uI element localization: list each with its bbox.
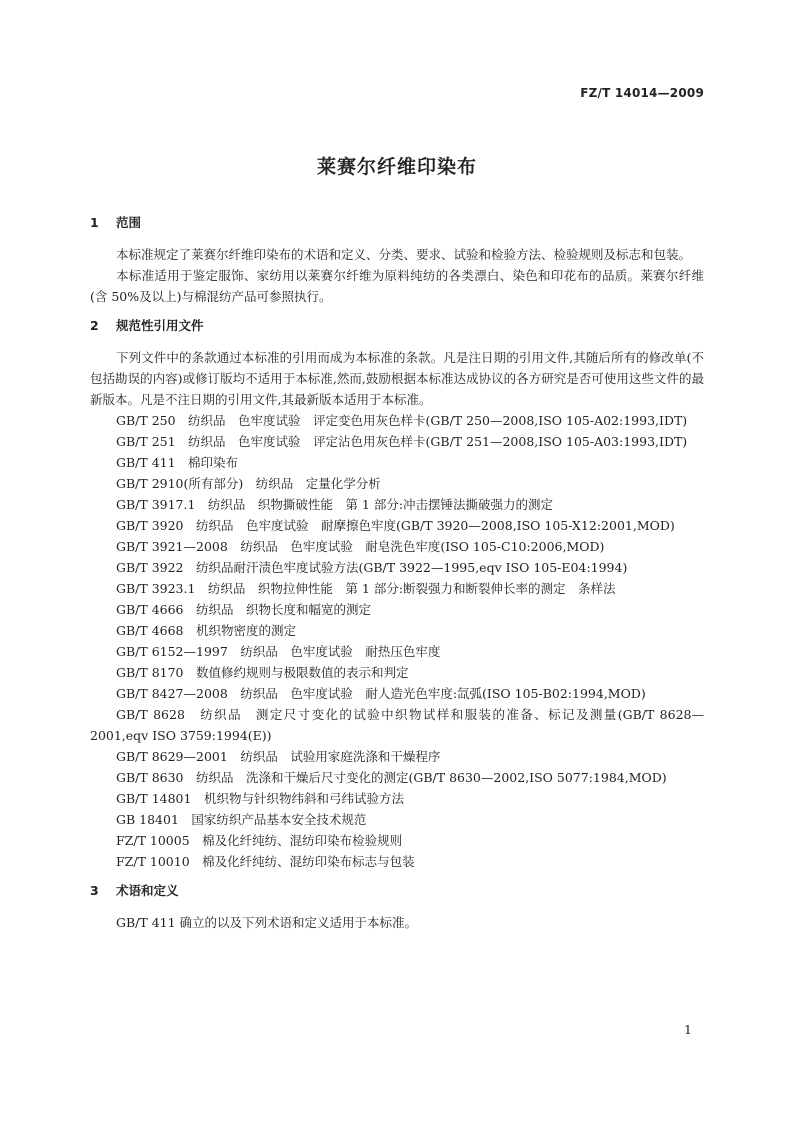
reference-item: GB 18401 国家纺织产品基本安全技术规范 — [116, 812, 367, 827]
paragraph: 下列文件中的条款通过本标准的引用而成为本标准的条款。凡是注日期的引用文件,其随后所有的修改单(不包括勘误的内容)或修订版均不适用于本标准,然而,鼓励根据本标准达成协议的各方研究是否可使用这些文件的最新版本。凡是不注日期的引用文件,其最新版本适用于本标准。 — [90, 350, 704, 407]
reference-item: GB/T 3922 纺织品耐汗渍色牢度试验方法(GB/T 3922—1995,eqv ISO 105-E04:1994) — [116, 560, 628, 575]
page-number: 1 — [684, 1022, 692, 1037]
section-1-heading — [90, 214, 704, 232]
section-2-heading — [90, 317, 704, 335]
section-3-heading — [90, 882, 704, 900]
section-title: 规范性引用文件 — [116, 318, 204, 333]
reference-item: GB/T 4668 机织物密度的测定 — [116, 623, 297, 638]
paragraph: GB/T 411 确立的以及下列术语和定义适用于本标准。 — [116, 915, 418, 930]
reference-item: GB/T 8629—2001 纺织品 试验用家庭洗涤和干燥程序 — [116, 749, 441, 764]
reference-item: GB/T 8630 纺织品 洗涤和干燥后尺寸变化的测定(GB/T 8630—2002,ISO 5077:1984,MOD) — [116, 770, 667, 785]
reference-item: GB/T 3921—2008 纺织品 色牢度试验 耐皂洗色牢度(ISO 105-C10:2006,MOD) — [116, 539, 605, 554]
reference-item: GB/T 411 棉印染布 — [116, 455, 239, 470]
paragraph: 本标准适用于鉴定服饰、家纺用以莱赛尔纤维为原料纯纺的各类漂白、染色和印花布的品质。莱赛尔纤维(含 50%及以上)与棉混纺产品可参照执行。 — [90, 268, 704, 304]
reference-item: GB/T 2910(所有部分) 纺织品 定量化学分析 — [116, 476, 381, 491]
paragraph: 本标准规定了莱赛尔纤维印染布的术语和定义、分类、要求、试验和检验方法、检验规则及标志和包装。 — [116, 247, 692, 262]
document-title: 莱赛尔纤维印染布 — [316, 156, 477, 178]
reference-item: GB/T 251 纺织品 色牢度试验 评定沾色用灰色样卡(GB/T 251—2008,ISO 105-A03:1993,IDT) — [116, 434, 688, 449]
reference-item: FZ/T 10005 棉及化纤纯纺、混纺印染布检验规则 — [116, 833, 403, 848]
section-number: 2 — [90, 318, 99, 333]
reference-item: GB/T 8170 数值修约规则与极限数值的表示和判定 — [116, 665, 409, 680]
reference-item: GB/T 4666 纺织品 织物长度和幅宽的测定 — [116, 602, 372, 617]
reference-item: GB/T 6152—1997 纺织品 色牢度试验 耐热压色牢度 — [116, 644, 441, 659]
reference-item: GB/T 250 纺织品 色牢度试验 评定变色用灰色样卡(GB/T 250—2008,ISO 105-A02:1993,IDT) — [116, 413, 688, 428]
reference-item: GB/T 8628 纺织品 测定尺寸变化的试验中织物试样和服装的准备、标记及测量(GB/T 8628—2001,eqv ISO 3759:1994(E)) — [90, 707, 704, 743]
reference-item: GB/T 3920 纺织品 色牢度试验 耐摩擦色牢度(GB/T 3920—2008,ISO 105-X12:2001,MOD) — [116, 518, 675, 533]
document-body — [90, 214, 704, 933]
reference-item: GB/T 3923.1 纺织品 织物拉伸性能 第 1 部分:断裂强力和断裂伸长率的测定 条样法 — [116, 581, 616, 596]
section-title: 术语和定义 — [116, 883, 179, 898]
section-title: 范围 — [116, 215, 142, 230]
reference-item: GB/T 8427—2008 纺织品 色牢度试验 耐人造光色牢度:氙弧(ISO 105-B02:1994,MOD) — [116, 686, 646, 701]
reference-item: GB/T 3917.1 纺织品 织物撕破性能 第 1 部分:冲击摆锤法撕破强力的测定 — [116, 497, 554, 512]
reference-item: GB/T 14801 机织物与针织物纬斜和弓纬试验方法 — [116, 791, 404, 806]
section-number: 3 — [90, 883, 99, 898]
section-number: 1 — [90, 215, 99, 230]
reference-item: FZ/T 10010 棉及化纤纯纺、混纺印染布标志与包装 — [116, 854, 415, 869]
standard-code: FZ/T 14014—2009 — [580, 86, 704, 100]
